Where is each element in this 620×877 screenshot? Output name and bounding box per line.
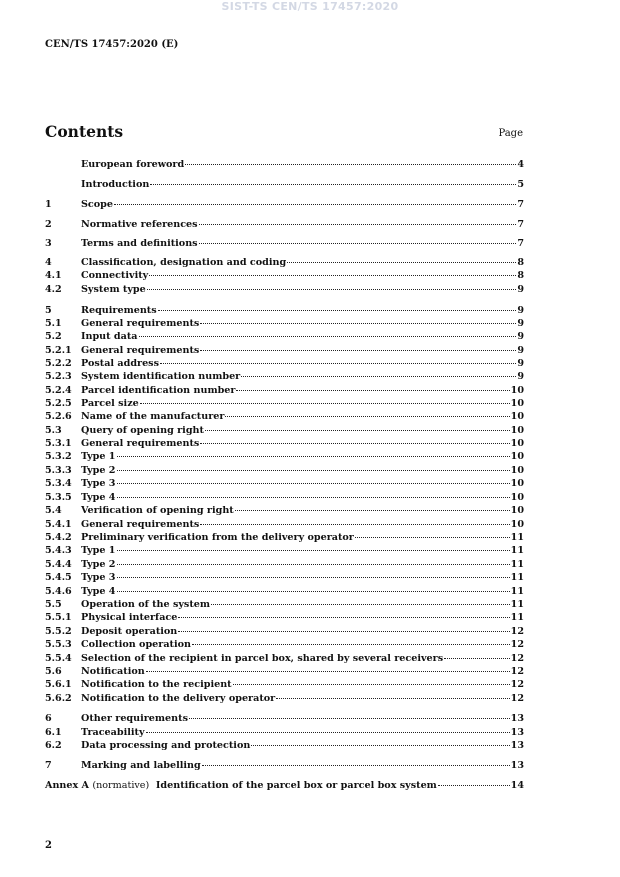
toc-entry-page: 12 [510,639,524,650]
toc-entry-page: 13 [510,740,524,751]
toc-entry-number: 5.2.1 [45,345,72,356]
toc-entry-title: Collection operation [81,639,191,650]
dot-leader [114,203,516,205]
dot-leader [241,375,516,377]
toc-entry[interactable] [45,317,524,330]
toc-entry-page: 9 [517,345,524,356]
toc-entry-number: 5.2.5 [45,398,72,409]
toc-entry[interactable] [45,759,524,772]
toc-entry-number: 5 [45,305,52,316]
toc-entry-page: 11 [510,559,524,570]
dot-leader [117,482,510,484]
toc-entry-page: 4 [517,159,524,170]
toc-entry-page: 8 [517,270,524,281]
toc-entry-number: 7 [45,760,52,771]
dot-leader [117,549,510,551]
toc-entry-number: 5.3 [45,425,62,436]
toc-entry-number: 6 [45,713,52,724]
toc-entry[interactable] [45,344,524,357]
toc-entry-title: Scope [81,199,113,210]
toc-entry-title: Requirements [81,305,157,316]
toc-entry-page: 12 [510,653,524,664]
dot-leader [189,717,510,719]
dot-leader [146,670,510,672]
dot-leader [158,309,517,311]
dot-leader [199,223,517,225]
dot-leader [200,322,516,324]
toc-entry-title: Data processing and protection [81,740,251,751]
toc-entry-number: 5.2.2 [45,358,72,369]
toc-entry[interactable] [45,437,524,450]
toc-entry-page: 14 [510,780,524,791]
toc-entry-number: 5.2 [45,331,62,342]
toc-entry-number: 1 [45,199,52,210]
toc-entry[interactable] [45,665,524,678]
toc-entry-page: 10 [510,425,524,436]
dot-leader [355,536,510,538]
dot-leader [149,274,516,276]
toc-entry-number: 5.2.3 [45,371,72,382]
dot-leader [117,496,510,498]
toc-entry-title: Introduction [81,179,150,190]
toc-entry-number: 5.4.5 [45,572,72,583]
toc-entry[interactable] [45,330,524,343]
toc-entry-title: Terms and definitions [81,238,198,249]
page-column-label: Page [498,128,523,139]
dot-leader [200,523,509,525]
annex-type: (normative) [92,780,150,791]
toc-entry-title: Name of the manufacturer [81,411,225,422]
toc-entry-page: 11 [510,586,524,597]
toc-entry[interactable] [45,726,524,739]
toc-entry-page: 10 [510,465,524,476]
toc-entry-title: Query of opening right [81,425,204,436]
toc-entry-number: 5.5.4 [45,653,72,664]
toc-entry-title: Notification to the delivery operator [81,693,276,704]
toc-entry[interactable] [45,384,524,397]
toc-entry-number: 5.5.1 [45,612,72,623]
dot-leader [202,764,510,766]
toc-entry-title: System identification number [81,371,241,382]
toc-entry-number: 4.1 [45,270,62,281]
toc-entry-number: 2 [45,219,52,230]
toc-entry[interactable] [45,544,524,557]
dot-leader [444,657,510,659]
toc-entry-page: 9 [517,318,524,329]
dot-leader [160,362,516,364]
toc-entry[interactable] [45,491,524,504]
toc-entry-page: 10 [510,519,524,530]
toc-entry[interactable] [45,585,524,598]
toc-entry-title: Type 4 [81,586,116,597]
dot-leader [233,683,510,685]
toc-entry-page: 7 [517,199,524,210]
toc-entry-number: 5.4 [45,505,62,516]
toc-entry-title: General requirements [81,438,200,449]
toc-entry-number: 5.5.3 [45,639,72,650]
toc-entry[interactable] [45,450,524,463]
dot-leader [140,402,510,404]
dot-leader [225,415,509,417]
toc-entry-page: 11 [510,545,524,556]
toc-entry[interactable] [45,571,524,584]
dot-leader [200,349,516,351]
toc-entry-title: Type 3 [81,478,116,489]
toc-entry-number: 5.2.6 [45,411,72,422]
toc-entry-page: 10 [510,398,524,409]
toc-entry[interactable] [45,237,524,250]
toc-entry-page: 10 [510,438,524,449]
toc-entry[interactable] [45,410,524,423]
toc-entry[interactable] [45,611,524,624]
toc-entry-number: 6.1 [45,727,62,738]
toc-entry-number: 6.2 [45,740,62,751]
toc-entry[interactable] [45,739,524,752]
toc-entry-page: 10 [510,478,524,489]
dot-leader [211,603,510,605]
toc-entry-title: Other requirements [81,713,188,724]
toc-entry[interactable] [45,256,524,269]
toc-entry[interactable] [45,518,524,531]
annex-title: Identification of the parcel box or parcel box system [155,780,437,791]
toc-entry-number: 5.2.4 [45,385,72,396]
toc-entry-page: 12 [510,693,524,704]
toc-entry-number: 3 [45,238,52,249]
dot-leader [117,590,510,592]
toc-entry-title: Type 4 [81,492,116,503]
toc-entry[interactable] [45,504,524,517]
toc-entry-title: Marking and labelling [81,760,201,771]
dot-leader [199,242,517,244]
dot-leader [276,697,509,699]
toc-entry-title: General requirements [81,519,200,530]
toc-entry-page: 11 [510,599,524,610]
toc-entry-number: 5.1 [45,318,62,329]
toc-entry-number: 5.6.2 [45,693,72,704]
toc-entry-page: 9 [517,284,524,295]
toc-entry-page: 9 [517,358,524,369]
toc-entry[interactable] [45,477,524,490]
toc-entry-title: Type 3 [81,572,116,583]
toc-entry[interactable] [45,712,524,725]
toc-entry-page: 9 [517,331,524,342]
watermark: SIST-TS CEN/TS 17457:2020 [221,0,399,13]
toc-entry-title: Parcel size [81,398,139,409]
toc-entry[interactable] [45,692,524,705]
toc-entry-page: 5 [517,179,524,190]
toc-entry-title: Classification, designation and coding [81,257,287,268]
toc-entry-number: 5.3.2 [45,451,72,462]
toc-entry-title: Operation of the system [81,599,211,610]
toc-entry[interactable] [45,779,524,792]
dot-leader [117,469,510,471]
toc-entry[interactable] [45,598,524,611]
toc-entry-title: Postal address [81,358,159,369]
toc-entry-title: Normative references [81,219,198,230]
toc-entry-page: 10 [510,411,524,422]
toc-entry-page: 12 [510,626,524,637]
toc-entry-title: General requirements [81,318,200,329]
dot-leader [192,643,510,645]
dot-leader [236,389,509,391]
toc-entry[interactable] [45,397,524,410]
toc-entry-number: 5.3.1 [45,438,72,449]
toc-entry-page: 9 [517,305,524,316]
toc-entry[interactable] [45,652,524,665]
toc-entry-title: Preliminary verification from the delivery operator [81,532,354,543]
toc-entry[interactable] [45,304,524,317]
toc-entry-page: 10 [510,505,524,516]
toc-entry[interactable] [45,424,524,437]
toc-entry[interactable] [45,531,524,544]
toc-entry-title [45,779,437,792]
dot-leader [146,731,510,733]
toc-entry-number: 5.4.6 [45,586,72,597]
toc-entry-title: Verification of opening right [81,505,234,516]
toc-entry-title: Deposit operation [81,626,178,637]
toc-entry[interactable] [45,158,524,171]
toc-entry-page: 10 [510,492,524,503]
toc-entry-page: 12 [510,679,524,690]
toc-entry[interactable] [45,269,524,282]
toc-entry-title: Notification to the recipient [81,679,232,690]
toc-entry[interactable] [45,370,524,383]
toc-entry-title: System type [81,284,146,295]
toc-entry-page: 8 [517,257,524,268]
dot-leader [287,261,516,263]
toc-entry-page: 11 [510,572,524,583]
toc-entry[interactable] [45,638,524,651]
toc-entry[interactable] [45,178,524,191]
toc-entry-title: Type 1 [81,451,116,462]
dot-leader [117,563,510,565]
toc-entry-number: 5.6 [45,666,62,677]
dot-leader [205,429,510,431]
toc-entry-title: Type 2 [81,559,116,570]
toc-entry-page: 12 [510,666,524,677]
toc-entry[interactable] [45,464,524,477]
toc-entry-page: 13 [510,713,524,724]
toc-entry-title: General requirements [81,345,200,356]
toc-entry-number: 5.3.3 [45,465,72,476]
dot-leader [139,335,517,337]
toc-entry-page: 11 [510,532,524,543]
toc-entry-page: 7 [517,219,524,230]
toc-entry[interactable] [45,558,524,571]
toc-entry-page: 9 [517,371,524,382]
toc-entry-title: Physical interface [81,612,178,623]
toc-entry-page: 10 [510,385,524,396]
toc-entry-title: Type 1 [81,545,116,556]
toc-entry-number: 5.4.4 [45,559,72,570]
toc-entry-title: Parcel identification number [81,385,236,396]
toc-entry-number: 5.4.1 [45,519,72,530]
dot-leader [117,576,510,578]
toc-entry[interactable] [45,625,524,638]
page-number: 2 [45,840,52,851]
toc-entry[interactable] [45,357,524,370]
dot-leader [235,509,510,511]
toc-entry-number: 5.4.2 [45,532,72,543]
toc-entry-number: 5.5.2 [45,626,72,637]
dot-leader [185,163,516,165]
toc-entry-page: 11 [510,612,524,623]
toc-entry-number: 5.6.1 [45,679,72,690]
dot-leader [251,744,509,746]
toc-entry-title: European foreword [81,159,185,170]
toc-entry-number: 5.3.4 [45,478,72,489]
toc-entry-title: Selection of the recipient in parcel box, shared by several receivers [81,653,444,664]
toc-entry-page: 7 [517,238,524,249]
dot-leader [150,183,516,185]
toc-entry-number: 5.3.5 [45,492,72,503]
toc-entry[interactable] [45,198,524,211]
annex-label: Annex A [45,780,90,791]
toc-entry-number: 5.5 [45,599,62,610]
dot-leader [117,455,510,457]
toc-entry-title: Traceability [81,727,145,738]
toc-entry-page: 13 [510,727,524,738]
toc-entry-title: Input data [81,331,138,342]
toc-entry[interactable] [45,283,524,296]
toc-entry-title: Notification [81,666,145,677]
toc-entry-number: 5.4.3 [45,545,72,556]
toc-entry-title: Type 2 [81,465,116,476]
dot-leader [438,784,510,786]
toc-entry-page: 10 [510,451,524,462]
dot-leader [147,288,517,290]
toc-entry-page: 13 [510,760,524,771]
toc-entry-number: 4.2 [45,284,62,295]
document-identifier: CEN/TS 17457:2020 (E) [45,39,179,50]
toc-entry-title: Connectivity [81,270,149,281]
toc-entry[interactable] [45,218,524,231]
toc-entry-number: 4 [45,257,52,268]
dot-leader [178,616,509,618]
toc-entry[interactable] [45,678,524,691]
dot-leader [178,630,509,632]
contents-title: Contents [45,122,124,141]
dot-leader [200,442,509,444]
